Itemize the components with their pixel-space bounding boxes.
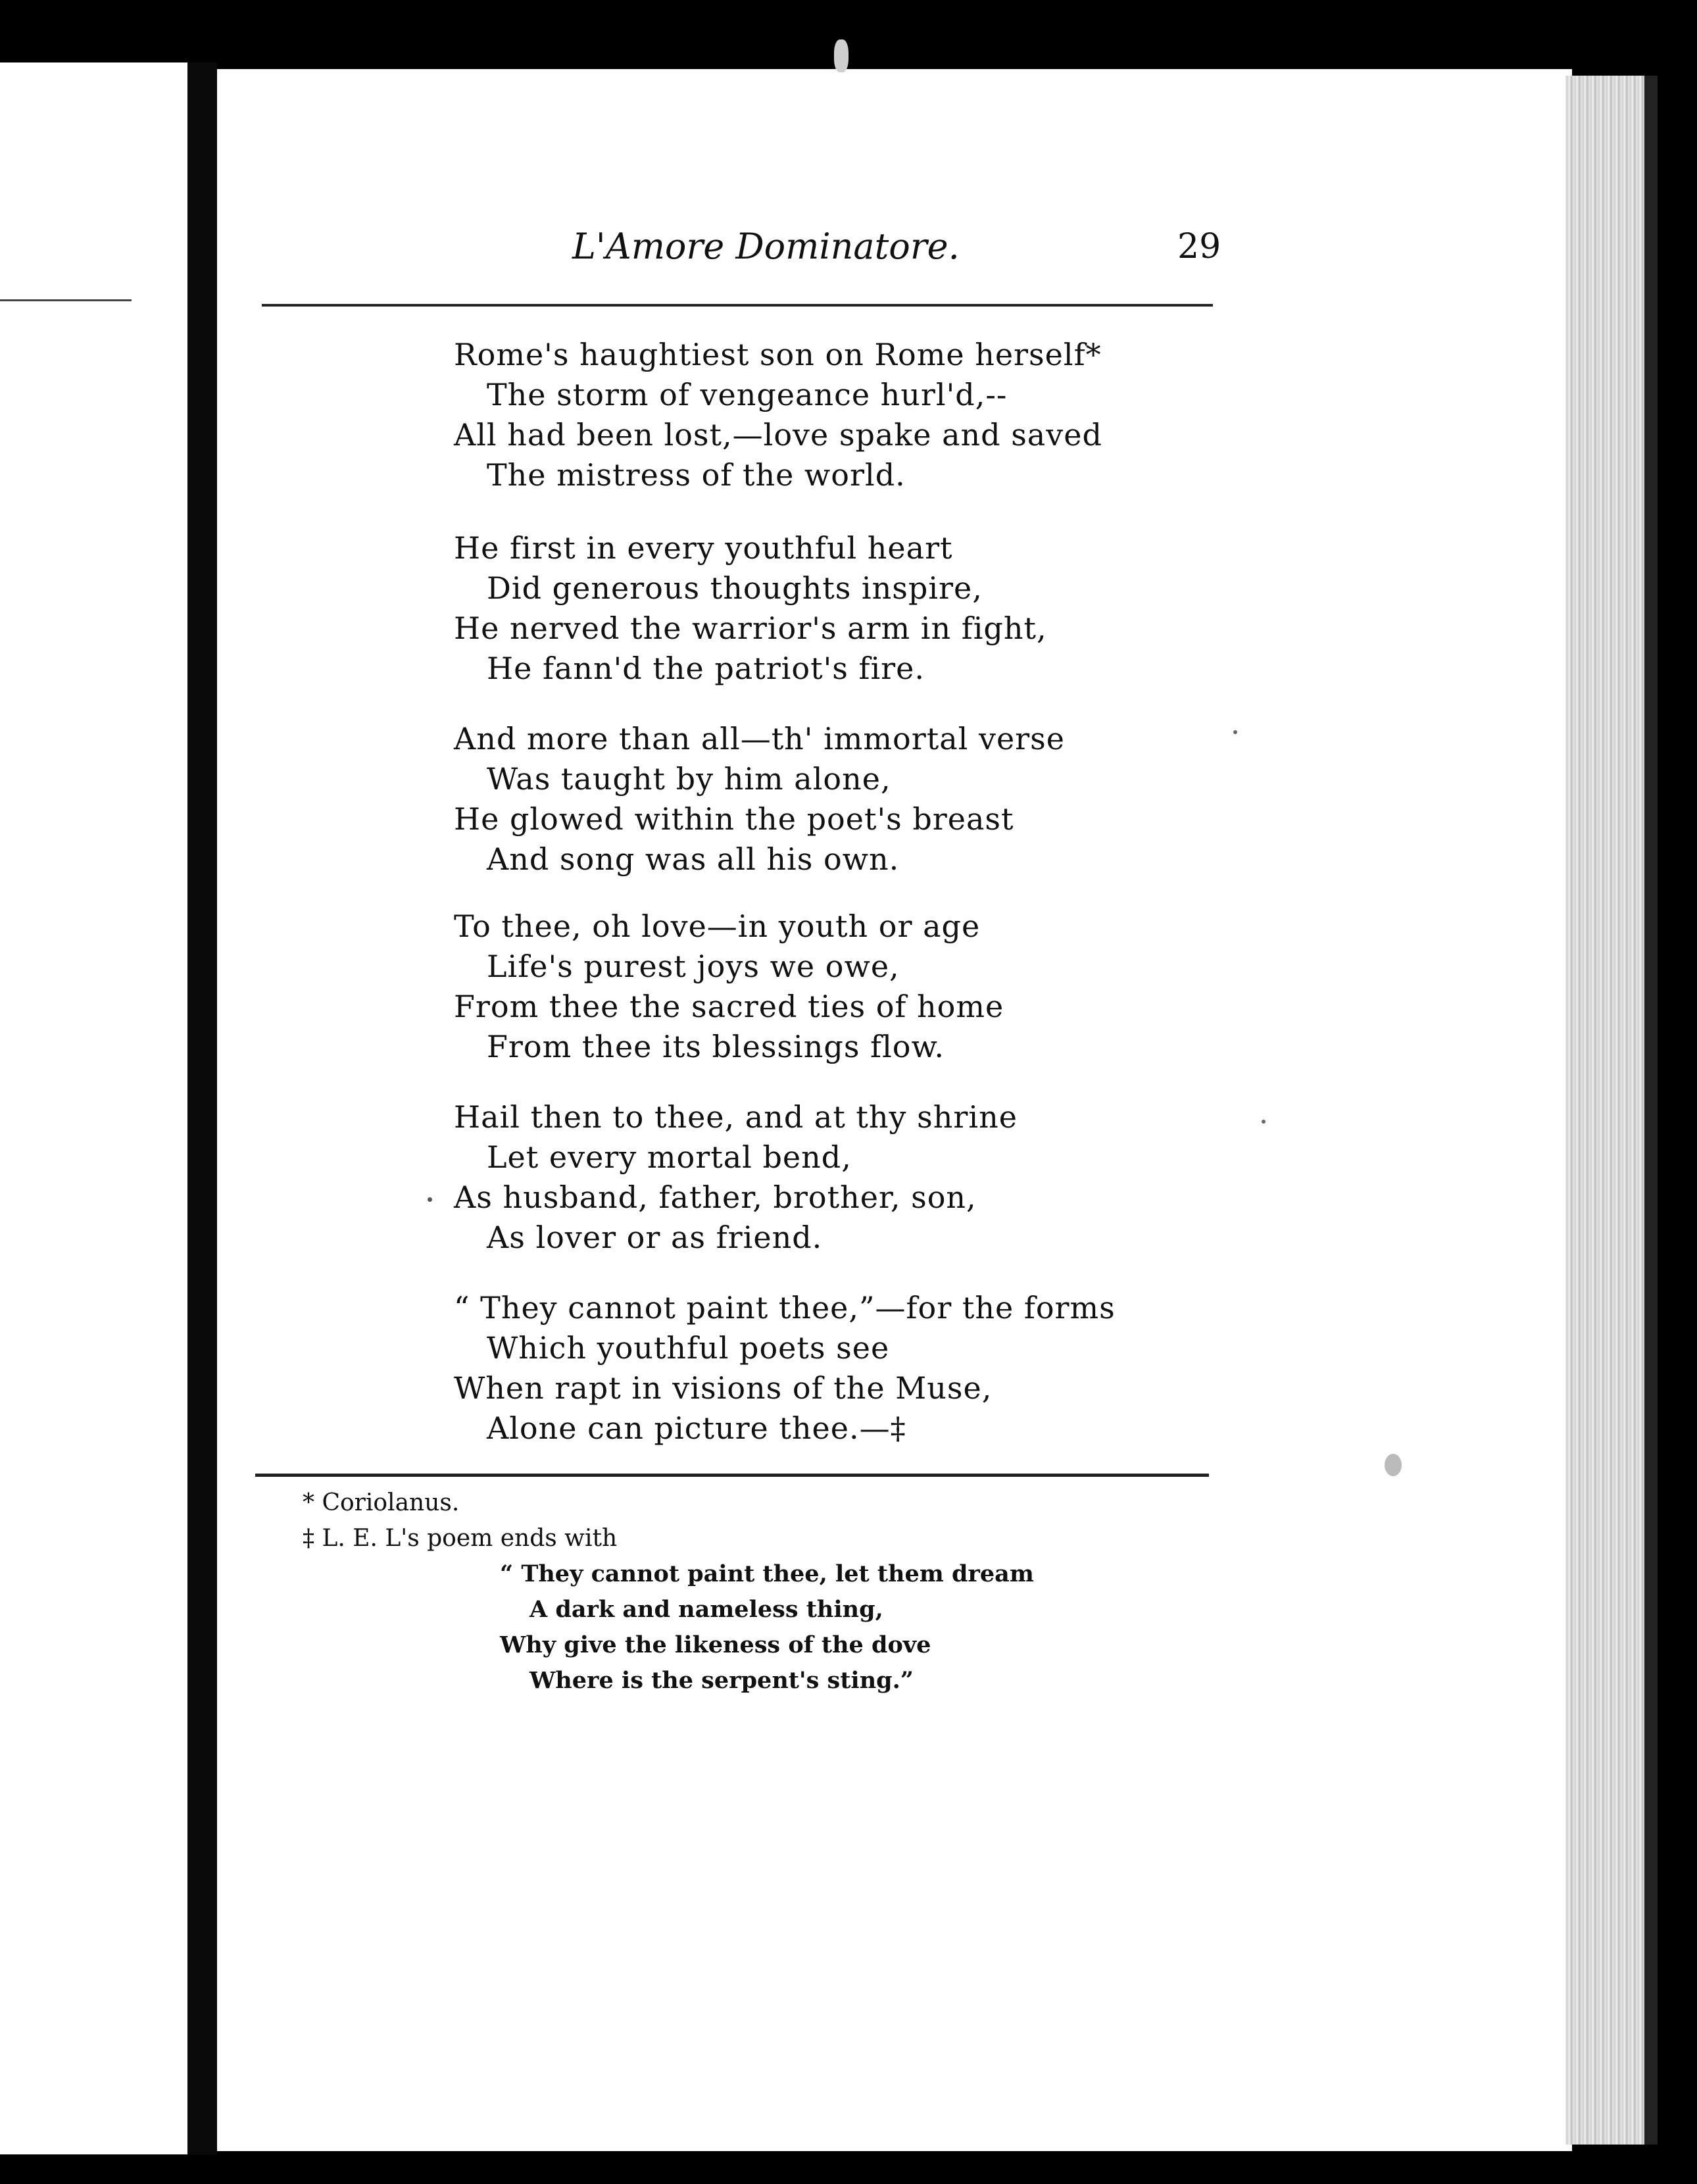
verse-line: The storm of vengeance hurl'd,--: [487, 377, 1008, 412]
paper-blemish: [428, 1197, 432, 1202]
facing-page-rule: [0, 299, 132, 301]
verse-line: And song was all his own.: [487, 841, 900, 877]
stanza-6: [454, 1288, 1243, 1449]
verse-line: As husband, father, brother, son,: [454, 1179, 977, 1215]
quote-line: “ They cannot paint thee, let them dream: [500, 1560, 1034, 1587]
verse-line: Alone can picture thee.—‡: [487, 1410, 906, 1446]
verse-line: Rome's haughtiest son on Rome herself*: [454, 337, 1102, 372]
paper-blemish: [834, 39, 848, 72]
verse-line: From thee its blessings flow.: [487, 1029, 945, 1064]
verse-line: He first in every youthful heart: [454, 530, 953, 566]
footnote-rule: [255, 1474, 1209, 1477]
footnote-lel: ‡ L. E. L's poem ends with: [303, 1525, 618, 1552]
footnotes: [303, 1485, 1223, 1699]
page-edge-shadow: [1644, 76, 1658, 2145]
verse-line: From thee the sacred ties of home: [454, 989, 1004, 1024]
page-edges: [1565, 76, 1658, 2145]
verse-line: All had been lost,—love spake and saved: [454, 417, 1102, 453]
quote-line: Why give the likeness of the dove: [500, 1631, 931, 1658]
stanza-3: [454, 719, 1243, 880]
verse-line: To thee, oh love—in youth or age: [454, 908, 981, 944]
footnote-coriolanus: * Coriolanus.: [303, 1489, 460, 1516]
verse-line: Hail then to thee, and at thy shrine: [454, 1099, 1018, 1135]
stanza-1: [454, 335, 1243, 495]
paper-blemish: [1385, 1454, 1402, 1476]
stanza-5: [454, 1097, 1243, 1258]
verse-line: Let every mortal bend,: [487, 1139, 852, 1175]
verse-line: Was taught by him alone,: [487, 761, 891, 797]
stanza-4: [454, 906, 1243, 1067]
facing-page-edge: [0, 62, 187, 2154]
verse-line: And more than all—th' immortal verse: [454, 721, 1065, 757]
verse-line: “ They cannot paint thee,”—for the forms: [454, 1290, 1116, 1326]
verse-line: He glowed within the poet's breast: [454, 801, 1014, 837]
verse-line: He fann'd the patriot's fire.: [487, 651, 925, 686]
verse-line: Which youthful poets see: [487, 1330, 890, 1366]
verse-line: Did generous thoughts inspire,: [487, 570, 983, 606]
verse-line: Life's purest joys we owe,: [487, 949, 900, 984]
verse-line: He nerved the warrior's arm in fight,: [454, 610, 1047, 646]
header-rule: [262, 304, 1213, 307]
stanza-2: [454, 528, 1243, 689]
paper-blemish: [1262, 1120, 1266, 1124]
paper-blemish: [1233, 730, 1237, 734]
verse-line: As lover or as friend.: [487, 1220, 823, 1255]
book-gutter: [187, 62, 217, 2154]
page-number: 29: [1177, 227, 1221, 266]
quote-line: A dark and nameless thing,: [529, 1596, 883, 1623]
verse-line: The mistress of the world.: [487, 457, 906, 493]
footnote-quote: [303, 1556, 1223, 1699]
running-head: L'Amore Dominatore.: [572, 226, 960, 267]
verse-line: When rapt in visions of the Muse,: [454, 1370, 993, 1406]
quote-line: Where is the serpent's sting.”: [529, 1667, 914, 1694]
